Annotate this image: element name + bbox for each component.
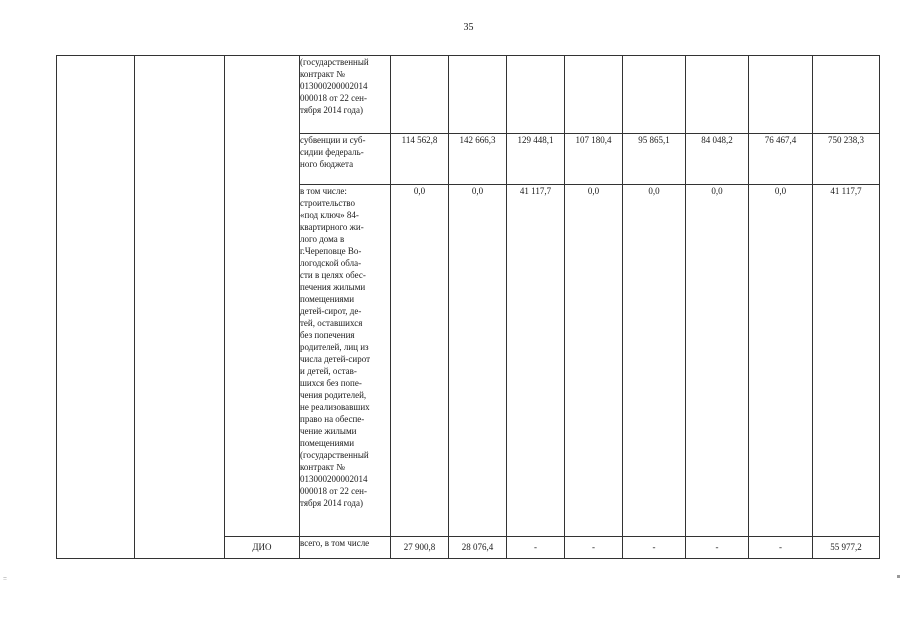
- description-line: (государственный: [300, 450, 369, 460]
- empty-cell: [135, 56, 225, 559]
- value-cell: 129 448,1: [507, 134, 565, 185]
- value-cell: 0,0: [623, 185, 686, 537]
- description-line: 013000200002014: [300, 81, 368, 91]
- description-line: логодской обла-: [300, 258, 362, 268]
- value-cell: [749, 56, 813, 134]
- value-cell: -: [686, 537, 749, 559]
- value-cell: 114 562,8: [391, 134, 449, 185]
- value-cell: 0,0: [686, 185, 749, 537]
- value-cell: 0,0: [749, 185, 813, 537]
- description-line: не реализовавших: [300, 402, 370, 412]
- description-line: квартирного жи-: [300, 222, 364, 232]
- description-line: строительство: [300, 198, 355, 208]
- description-line: право на обеспе-: [300, 414, 365, 424]
- value-cell: 0,0: [449, 185, 507, 537]
- value-cell: -: [623, 537, 686, 559]
- scan-speck: [897, 575, 900, 578]
- description-line: ного бюджета: [300, 159, 354, 169]
- description-line: субвенции и суб-: [300, 135, 366, 145]
- description-line: в том числе:: [300, 186, 347, 196]
- value-cell: [813, 56, 880, 134]
- value-cell: -: [565, 537, 623, 559]
- value-cell: -: [507, 537, 565, 559]
- value-cell: [565, 56, 623, 134]
- description-line: тей, оставшихся: [300, 318, 363, 328]
- value-cell: 142 666,3: [449, 134, 507, 185]
- description-line: и детей, остав-: [300, 366, 357, 376]
- description-line: родителей, лиц из: [300, 342, 369, 352]
- description-cell: [300, 537, 391, 559]
- description-line: сидии федераль-: [300, 147, 364, 157]
- description-line: контракт №: [300, 69, 345, 79]
- description-line: (государственный: [300, 57, 369, 67]
- description-line: детей-сирот, де-: [300, 306, 362, 316]
- value-cell: [449, 56, 507, 134]
- description-line: без попечения: [300, 330, 355, 340]
- budget-table: [56, 55, 880, 559]
- description-line: чение жилыми: [300, 426, 357, 436]
- value-cell: 750 238,3: [813, 134, 880, 185]
- value-cell: 0,0: [391, 185, 449, 537]
- value-cell: 27 900,8: [391, 537, 449, 559]
- executor-cell: [225, 56, 300, 537]
- description-line: печения жилыми: [300, 282, 366, 292]
- value-cell: -: [749, 537, 813, 559]
- description-line: 000018 от 22 сен-: [300, 486, 367, 496]
- value-cell: 55 977,2: [813, 537, 880, 559]
- description-line: контракт №: [300, 462, 345, 472]
- value-cell: 76 467,4: [749, 134, 813, 185]
- description-line: 000018 от 22 сен-: [300, 93, 367, 103]
- value-cell: [686, 56, 749, 134]
- value-cell: 41 117,7: [813, 185, 880, 537]
- description-line: всего, в том числе: [300, 538, 370, 548]
- description-line: «под ключ» 84-: [300, 210, 359, 220]
- description-line: г.Череповце Во-: [300, 246, 362, 256]
- description-line: 013000200002014: [300, 474, 368, 484]
- value-cell: 95 865,1: [623, 134, 686, 185]
- description-line: тября 2014 года): [300, 498, 363, 508]
- value-cell: 84 048,2: [686, 134, 749, 185]
- description-line: сти в целях обес-: [300, 270, 366, 280]
- value-cell: 28 076,4: [449, 537, 507, 559]
- empty-cell: [57, 56, 135, 559]
- value-cell: 107 180,4: [565, 134, 623, 185]
- table-row: [57, 56, 880, 134]
- value-cell: [391, 56, 449, 134]
- margin-mark: =: [3, 575, 7, 583]
- description-line: шихся без попе-: [300, 378, 362, 388]
- description-line: помещениями: [300, 294, 355, 304]
- description-cell: [300, 185, 391, 537]
- value-cell: 0,0: [565, 185, 623, 537]
- description-line: помещениями: [300, 438, 355, 448]
- description-line: тября 2014 года): [300, 105, 363, 115]
- description-line: лого дома в: [300, 234, 345, 244]
- description-cell: [300, 56, 391, 134]
- executor-cell: ДИО: [225, 537, 300, 559]
- description-line: чения родителей,: [300, 390, 367, 400]
- description-cell: [300, 134, 391, 185]
- value-cell: [507, 56, 565, 134]
- value-cell: [623, 56, 686, 134]
- value-cell: 41 117,7: [507, 185, 565, 537]
- page-number: 35: [463, 22, 474, 33]
- description-line: числа детей-сирот: [300, 354, 371, 364]
